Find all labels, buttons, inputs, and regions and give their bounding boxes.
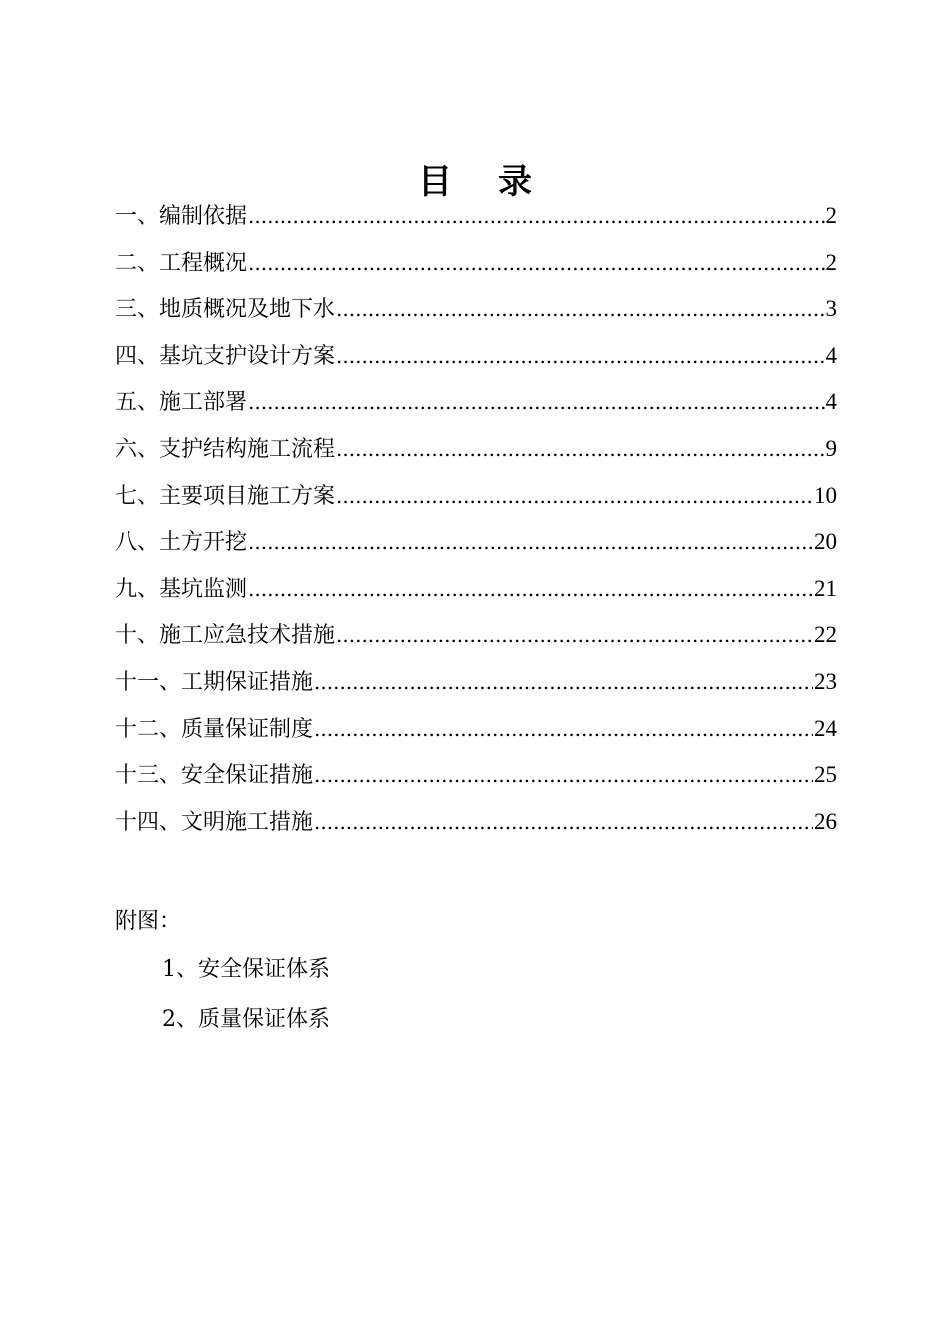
toc-entry[interactable] <box>115 662 837 709</box>
toc-entry-label: 八、土方开挖 <box>115 530 248 556</box>
toc-entry-page-number: 2 <box>825 203 837 228</box>
toc-entry-page-number: 9 <box>825 435 837 461</box>
toc-entry[interactable] <box>115 429 837 476</box>
title-char-1: 目 <box>418 162 452 202</box>
toc-entry-label: 十三、安全保证措施 <box>115 763 314 789</box>
toc-entry[interactable] <box>115 196 837 243</box>
toc-dot-leader <box>336 336 824 376</box>
toc-dot-leader <box>248 569 813 609</box>
toc-dot-leader <box>248 382 824 422</box>
toc-entry-label: 十、施工应急技术措施 <box>115 623 336 649</box>
toc-dot-leader <box>314 662 813 702</box>
toc-entry-label: 十二、质量保证制度 <box>115 716 314 742</box>
toc-dot-leader <box>314 802 813 842</box>
toc-dot-leader <box>314 755 813 795</box>
toc-entry[interactable] <box>115 615 837 662</box>
table-of-contents <box>115 196 837 848</box>
toc-entry-page-number: 22 <box>814 622 837 648</box>
toc-entry[interactable] <box>115 289 837 336</box>
toc-dot-leader <box>336 289 824 329</box>
toc-entry[interactable] <box>115 336 837 383</box>
toc-dot-leader <box>336 615 813 655</box>
toc-entry-label: 六、支护结构施工流程 <box>115 436 336 462</box>
toc-entry[interactable] <box>115 382 837 429</box>
toc-entry-page-number: 10 <box>814 482 837 508</box>
toc-entry-page-number: 4 <box>825 389 837 415</box>
toc-entry-page-number: 23 <box>814 668 837 694</box>
appendix-item: 2、质量保证体系 <box>162 1007 330 1032</box>
toc-dot-leader <box>336 476 813 516</box>
toc-entry-label: 三、地质概况及地下水 <box>115 297 336 323</box>
toc-entry[interactable] <box>115 569 837 616</box>
toc-entry-page-number: 2 <box>825 249 837 275</box>
toc-entry[interactable] <box>115 802 837 849</box>
appendix-title: 附图： <box>115 909 182 934</box>
toc-entry-label: 七、主要项目施工方案 <box>115 483 336 509</box>
appendix-item: 1、安全保证体系 <box>162 957 330 982</box>
toc-entry-label: 十四、文明施工措施 <box>115 809 314 835</box>
toc-dot-leader <box>248 522 813 562</box>
toc-entry-page-number: 3 <box>825 296 837 322</box>
toc-dot-leader <box>314 709 813 749</box>
toc-entry-page-number: 26 <box>814 808 837 834</box>
toc-dot-leader <box>336 429 824 469</box>
toc-entry-label: 五、施工部署 <box>115 390 248 416</box>
toc-entry[interactable] <box>115 755 837 802</box>
toc-entry-label: 四、基坑支护设计方案 <box>115 343 336 369</box>
toc-entry-label: 一、编制依据 <box>115 204 248 229</box>
toc-dot-leader <box>248 196 824 236</box>
toc-entry[interactable] <box>115 476 837 523</box>
title-char-2: 录 <box>498 162 532 202</box>
toc-entry-label: 二、工程概况 <box>115 250 248 276</box>
toc-entry-page-number: 24 <box>814 715 837 741</box>
toc-entry-label: 九、基坑监测 <box>115 576 248 602</box>
toc-entry-page-number: 21 <box>814 575 837 601</box>
toc-dot-leader <box>248 243 824 283</box>
toc-entry[interactable] <box>115 243 837 290</box>
toc-entry-page-number: 20 <box>814 529 837 555</box>
toc-entry-label: 十一、工期保证措施 <box>115 669 314 695</box>
toc-entry[interactable] <box>115 522 837 569</box>
toc-entry-page-number: 4 <box>825 342 837 368</box>
toc-entry-page-number: 25 <box>814 762 837 788</box>
toc-entry[interactable] <box>115 709 837 756</box>
